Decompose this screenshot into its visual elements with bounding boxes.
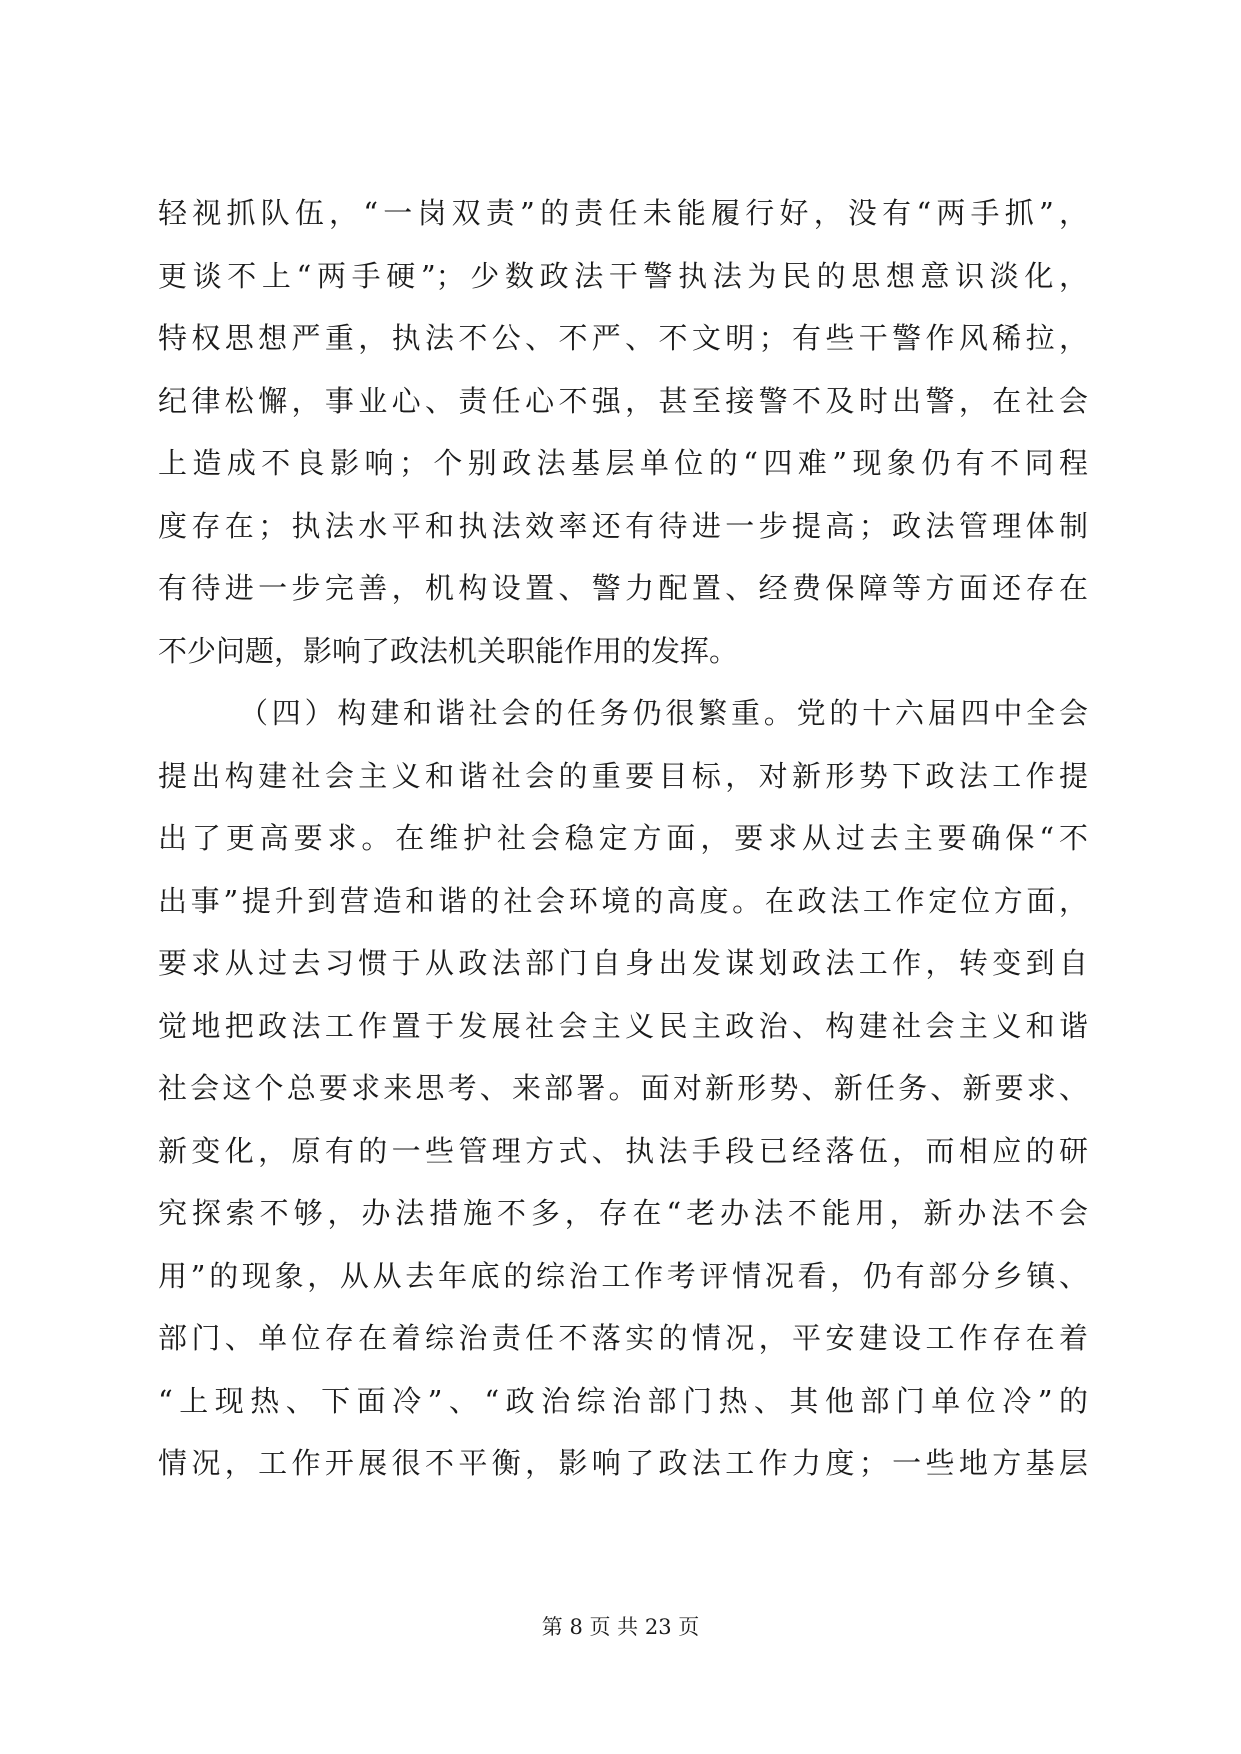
text-line: 更谈不上“两手硬”；少数政法干警执法为民的思想意识淡化， — [158, 258, 1088, 293]
text-line: 新变化，原有的一些管理方式、执法手段已经落伍，而相应的研 — [158, 1133, 1088, 1168]
text-line: 提出构建社会主义和谐社会的重要目标，对新形势下政法工作提 — [158, 758, 1088, 793]
text-line: 觉地把政法工作置于发展社会主义民主政治、构建社会主义和谐 — [158, 1008, 1088, 1043]
section-heading-line: （四）构建和谐社会的任务仍很繁重。党的十六届四中全会 — [239, 696, 1088, 730]
page-number: 第 8 页 共 23 页 — [541, 1615, 700, 1639]
text-line: 社会这个总要求来思考、来部署。面对新形势、新任务、新要求、 — [158, 1071, 1088, 1105]
text-line: 特权思想严重，执法不公、不严、不文明；有些干警作风稀拉， — [158, 321, 1088, 355]
text-line: 有待进一步完善，机构设置、警力配置、经费保障等方面还存在 — [158, 571, 1088, 605]
text-line: 上造成不良影响；个别政法基层单位的“四难”现象仍有不同程 — [158, 446, 1088, 480]
text-line: 要求从过去习惯于从政法部门自身出发谋划政法工作，转变到自 — [158, 946, 1088, 980]
text-line: “上现热、下面冷”、“政治综治部门热、其他部门单位冷”的 — [158, 1383, 1088, 1418]
text-line: 纪律松懈，事业心、责任心不强，甚至接警不及时出警，在社会 — [158, 383, 1088, 418]
body-text — [158, 182, 1088, 1495]
text-line: 出事”提升到营造和谐的社会环境的高度。在政法工作定位方面， — [158, 883, 1088, 918]
text-line: 部门、单位存在着综治责任不落实的情况，平安建设工作存在着 — [158, 1321, 1088, 1355]
text-line: 究探索不够，办法措施不多，存在“老办法不能用，新办法不会 — [158, 1196, 1088, 1230]
text-line: 出了更高要求。在维护社会稳定方面，要求从过去主要确保“不 — [158, 821, 1088, 855]
text-line: 不少问题，影响了政法机关职能作用的发挥。 — [158, 633, 739, 668]
text-line: 用”的现象，从从去年底的综治工作考评情况看，仍有部分乡镇、 — [158, 1258, 1088, 1293]
text-line: 度存在；执法水平和执法效率还有待进一步提高；政法管理体制 — [158, 508, 1088, 543]
text-line: 轻视抓队伍，“一岗双责”的责任未能履行好，没有“两手抓”， — [158, 196, 1088, 230]
text-line: 情况，工作开展很不平衡，影响了政法工作力度；一些地方基层 — [158, 1446, 1088, 1480]
